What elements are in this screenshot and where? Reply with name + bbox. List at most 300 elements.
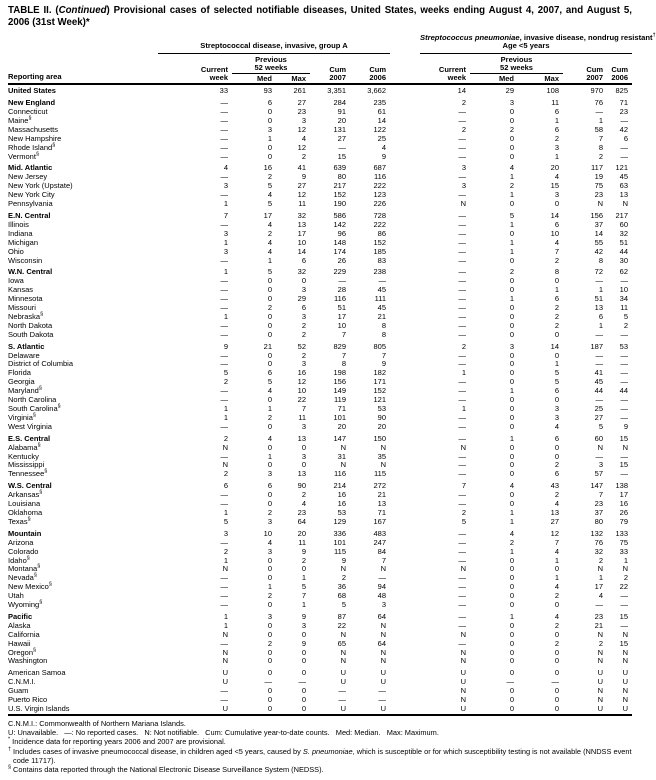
value-cell: N <box>460 647 467 657</box>
value-cell: 55 <box>594 237 604 247</box>
value-cell: 7 <box>554 537 560 547</box>
column-spacer <box>390 500 420 509</box>
value-cell: 9 <box>623 421 629 431</box>
value-cell: U <box>340 677 346 687</box>
value-cell: — <box>458 115 467 125</box>
value-cell: — <box>620 151 629 161</box>
column-spacer <box>390 191 420 200</box>
value-cell: 182 <box>373 368 387 378</box>
reporting-area-cell: Colorado <box>8 546 39 556</box>
reporting-area-cell: New Jersey <box>8 172 48 182</box>
value-cell: 133 <box>615 528 629 538</box>
value-cell: 32 <box>297 210 306 220</box>
reporting-area-cell: South Dakota <box>8 329 54 339</box>
reporting-area-cell: Ohio <box>8 246 24 256</box>
value-cell: 1 <box>223 267 228 277</box>
value-cell: 3 <box>554 190 560 200</box>
value-cell: 0 <box>554 276 560 286</box>
table-row <box>8 548 632 557</box>
value-cell: 2 <box>598 638 604 648</box>
value-cell: 5 <box>341 600 346 610</box>
value-cell: 4 <box>554 172 560 182</box>
value-cell: 27 <box>337 133 346 143</box>
column-spacer <box>390 378 420 387</box>
g1-previous-52-weeks-header <box>232 53 310 73</box>
value-cell: 1 <box>598 285 604 295</box>
value-cell: 1 <box>509 611 515 621</box>
value-cell: 0 <box>267 460 272 470</box>
value-cell: — <box>378 695 387 705</box>
value-cell: — <box>458 151 467 161</box>
value-cell: — <box>458 469 467 479</box>
value-cell: 1 <box>509 237 515 247</box>
column-spacer <box>390 705 420 715</box>
value-cell: 64 <box>377 611 387 621</box>
value-cell: — <box>620 404 629 413</box>
value-cell: 93 <box>232 84 276 96</box>
value-cell: — <box>458 294 467 304</box>
value-cell: — <box>458 528 467 538</box>
value-cell: 2 <box>554 620 560 630</box>
table-row <box>8 257 632 266</box>
value-cell: 0 <box>509 228 515 238</box>
reporting-area-cell: Maine§ <box>8 115 32 125</box>
value-cell: 4 <box>267 190 272 200</box>
table-row <box>8 622 632 631</box>
value-cell: — <box>220 294 228 304</box>
value-cell: 0 <box>509 656 515 666</box>
value-cell: 14 <box>297 246 306 256</box>
value-cell: 131 <box>333 124 346 134</box>
value-cell: 2 <box>341 573 346 583</box>
value-cell: 3,351 <box>310 84 350 96</box>
value-cell: 1 <box>554 115 560 125</box>
value-cell: 0 <box>509 377 515 387</box>
value-cell: 91 <box>337 107 346 116</box>
value-cell: 4 <box>301 133 306 143</box>
table-row <box>8 209 632 221</box>
value-cell: 2 <box>554 591 560 601</box>
value-cell: 30 <box>619 255 629 265</box>
value-cell: — <box>220 499 228 509</box>
table-row <box>8 539 632 548</box>
value-cell: — <box>458 219 467 229</box>
value-cell: N <box>622 695 629 705</box>
value-cell: — <box>506 677 515 687</box>
column-spacer <box>390 144 420 153</box>
value-cell: 0 <box>509 199 515 209</box>
value-cell: 0 <box>267 600 272 610</box>
footnote-legend: U: Unavailable. —: No reported cases. N: Not notifiable. Cum: Cumulative year-to-date counts. Med: Median. Max: Maximum. <box>8 728 439 738</box>
reporting-area-cell: E.S. Central <box>8 433 51 443</box>
value-cell: 152 <box>373 237 387 247</box>
column-spacer <box>390 182 420 191</box>
reporting-area-cell: North Carolina <box>8 395 57 405</box>
value-cell: 0 <box>554 442 560 452</box>
group-gap-header <box>390 34 420 84</box>
value-cell: 0 <box>509 620 515 630</box>
value-cell: 34 <box>619 294 629 304</box>
value-cell: 2 <box>267 638 272 648</box>
value-cell: 0 <box>301 704 306 713</box>
value-cell: 43 <box>550 481 560 491</box>
value-cell: 129 <box>333 516 346 526</box>
reporting-area-cell: Virginia§ <box>8 412 36 422</box>
value-cell: — <box>220 573 228 583</box>
value-cell: 12 <box>297 377 306 387</box>
value-cell: 53 <box>619 341 629 351</box>
value-cell: 10 <box>550 228 560 238</box>
value-cell: 1 <box>554 285 560 295</box>
value-cell: 21 <box>263 341 272 351</box>
value-cell: 7 <box>341 329 346 339</box>
value-cell: 2 <box>461 341 467 351</box>
value-cell: 1 <box>554 555 560 565</box>
value-cell: 27 <box>594 412 604 422</box>
value-cell: 7 <box>301 591 306 601</box>
value-cell: 9 <box>301 638 306 648</box>
reporting-area-cell: Alaska <box>8 620 31 630</box>
value-cell: — <box>458 386 467 396</box>
value-cell: 2 <box>554 320 560 330</box>
week-label: week <box>209 73 228 83</box>
value-cell: — <box>620 469 629 479</box>
column-spacer <box>390 331 420 340</box>
g2-cum-2006-header <box>607 53 632 84</box>
value-cell: — <box>458 350 467 360</box>
value-cell: 0 <box>267 294 272 304</box>
reporting-area-cell: Mid. Atlantic <box>8 163 53 173</box>
value-cell: 1 <box>509 172 515 182</box>
value-cell: N <box>460 629 467 639</box>
value-cell: 4 <box>554 582 560 592</box>
value-cell: 87 <box>337 611 346 621</box>
value-cell: 33 <box>158 84 232 96</box>
value-cell: — <box>458 267 467 277</box>
table-row <box>8 470 632 479</box>
value-cell: — <box>220 285 228 295</box>
value-cell: 3 <box>461 163 467 173</box>
value-cell: 4 <box>267 433 272 443</box>
value-cell: N <box>340 460 346 470</box>
value-cell: — <box>458 377 467 387</box>
value-cell: 2 <box>554 255 560 265</box>
value-cell: 1 <box>461 404 467 413</box>
value-cell: — <box>458 303 467 313</box>
value-cell: 10 <box>297 237 306 247</box>
g1-med-header: Med <box>257 73 272 83</box>
value-cell: 12 <box>297 124 306 134</box>
value-cell: — <box>458 460 467 470</box>
value-cell: 64 <box>377 638 387 648</box>
value-cell: 6 <box>267 481 272 491</box>
previous-label: Previous <box>255 54 287 64</box>
table-row <box>8 230 632 239</box>
value-cell: 5 <box>554 368 560 378</box>
value-cell: 80 <box>337 172 346 182</box>
reporting-area-cell: West Virginia <box>8 421 52 431</box>
value-cell: 116 <box>374 172 387 182</box>
value-cell: 1 <box>267 582 272 592</box>
value-cell: 0 <box>267 555 272 565</box>
footnote-marker: § <box>32 412 36 419</box>
value-cell: 2 <box>554 460 560 470</box>
value-cell: 2 <box>223 469 228 479</box>
reporting-area-cell: Michigan <box>8 237 39 247</box>
value-cell: 6 <box>301 255 306 265</box>
value-cell: 2 <box>267 591 272 601</box>
value-cell: 22 <box>297 395 306 405</box>
column-spacer <box>390 200 420 209</box>
value-cell: 8 <box>341 359 346 369</box>
column-spacer <box>390 405 420 414</box>
value-cell: 4 <box>554 237 560 247</box>
footnote-marker: § <box>28 115 32 122</box>
value-cell: 13 <box>297 219 306 229</box>
value-cell: 3 <box>301 285 306 295</box>
value-cell: 5 <box>267 199 272 209</box>
reporting-area-cell: United States <box>8 84 158 96</box>
value-cell: 3 <box>509 341 515 351</box>
reporting-area-cell: Nebraska§ <box>8 311 44 321</box>
value-cell: U <box>340 668 346 678</box>
g1-cum-2006-header <box>350 53 390 84</box>
value-cell: 6 <box>554 294 560 304</box>
value-cell: — <box>458 582 467 592</box>
table-row <box>8 583 632 592</box>
value-cell: 6 <box>554 469 560 479</box>
value-cell: U <box>622 704 629 713</box>
footnote-section: § Contains data reported through the National Electronic Disease Surveillance System (NEDSS). <box>8 764 324 774</box>
value-cell: — <box>458 228 467 238</box>
value-cell: 1 <box>267 451 272 461</box>
value-cell: 6 <box>554 107 560 116</box>
value-cell: — <box>220 142 228 152</box>
value-cell: 42 <box>594 246 604 256</box>
value-cell: 187 <box>590 341 604 351</box>
value-cell: 235 <box>373 98 387 108</box>
value-cell: 62 <box>619 267 629 277</box>
value-cell: 2 <box>623 573 629 583</box>
value-cell: 51 <box>594 294 604 304</box>
value-cell: 7 <box>301 404 306 413</box>
value-cell: 217 <box>333 181 346 191</box>
value-cell: 71 <box>619 98 629 108</box>
value-cell: 142 <box>333 219 346 229</box>
value-cell: — <box>458 490 467 500</box>
value-cell: 1 <box>598 320 604 330</box>
value-cell: 9 <box>301 546 306 556</box>
value-cell: 29 <box>470 84 518 96</box>
value-cell: 829 <box>333 341 346 351</box>
value-cell: 7 <box>598 133 604 143</box>
value-cell: 23 <box>297 507 306 517</box>
value-cell: 0 <box>554 656 560 666</box>
value-cell: 1 <box>509 219 515 229</box>
value-cell: 20 <box>297 528 306 538</box>
table-row <box>8 153 632 162</box>
value-cell: 1 <box>267 255 272 265</box>
reporting-area-cell: Indiana <box>8 228 33 238</box>
value-cell: 3,662 <box>350 84 390 96</box>
table-row <box>8 161 632 173</box>
value-cell: 2 <box>301 320 306 330</box>
value-cell: — <box>595 451 604 461</box>
value-cell: 0 <box>509 142 515 152</box>
value-cell: 0 <box>509 555 515 565</box>
g1-current-week-header <box>158 53 232 84</box>
value-cell: — <box>620 377 629 387</box>
value-cell: N <box>340 629 346 639</box>
column-spacer <box>390 239 420 248</box>
reporting-area-cell: Vermont§ <box>8 151 39 161</box>
group1-header <box>158 34 390 53</box>
value-cell: N <box>597 686 604 696</box>
value-cell: 2 <box>554 638 560 648</box>
value-cell: N <box>222 647 228 657</box>
value-cell: N <box>222 564 228 574</box>
value-cell: 2 <box>301 555 306 565</box>
value-cell: 1 <box>223 404 228 413</box>
column-spacer <box>390 153 420 162</box>
value-cell: 238 <box>373 267 387 277</box>
value-cell: — <box>220 686 228 696</box>
value-cell: U <box>460 677 467 687</box>
value-cell: 4 <box>509 481 515 491</box>
value-cell: — <box>458 172 467 182</box>
footnote-marker: § <box>57 403 61 410</box>
value-cell: 4 <box>554 421 560 431</box>
value-cell: U <box>340 704 346 713</box>
value-cell: 6 <box>554 124 560 134</box>
value-cell: — <box>458 573 467 583</box>
table-row <box>8 592 632 601</box>
reporting-area-cell: Wyoming§ <box>8 599 43 610</box>
value-cell: 3 <box>223 528 228 538</box>
value-cell: 94 <box>377 582 387 592</box>
value-cell: 150 <box>373 433 387 443</box>
value-cell: 21 <box>377 311 387 321</box>
value-cell: — <box>458 107 467 116</box>
value-cell: 2 <box>509 267 515 277</box>
table-title: TABLE II. (Continued) Provisional cases of selected notifiable diseases, United States, weeks ending August 4, 2007, and August 5, 2006 (31st Week)* <box>8 5 632 29</box>
column-spacer <box>390 96 420 108</box>
value-cell: 185 <box>373 246 387 256</box>
value-cell: — <box>620 620 629 630</box>
value-cell: 1 <box>223 199 228 209</box>
table-row <box>8 649 632 658</box>
value-cell: 1 <box>554 359 560 369</box>
value-cell: 52 <box>297 341 306 351</box>
value-cell: 148 <box>333 237 346 247</box>
value-cell: 0 <box>301 686 306 696</box>
reporting-area-cell: Mississippi <box>8 460 45 470</box>
value-cell: U <box>622 668 629 678</box>
reporting-area-cell: New York (Upstate) <box>8 181 73 191</box>
value-cell: 116 <box>334 469 346 479</box>
reporting-area-cell: U.S. Virgin Islands <box>8 704 70 713</box>
value-cell: N <box>622 564 629 574</box>
value-cell: N <box>340 442 346 452</box>
value-cell: N <box>597 629 604 639</box>
value-cell: 13 <box>377 499 387 509</box>
value-cell: 16 <box>619 499 629 509</box>
table-row <box>8 565 632 574</box>
value-cell: — <box>220 638 228 648</box>
value-cell: — <box>220 107 228 116</box>
value-cell: 8 <box>598 142 604 152</box>
value-cell: 41 <box>297 163 306 173</box>
value-cell: 25 <box>377 133 387 143</box>
column-spacer <box>390 108 420 117</box>
table-row <box>8 640 632 649</box>
table-row <box>8 84 632 96</box>
value-cell: 4 <box>381 142 387 152</box>
g2-previous-52-weeks-header <box>470 53 563 73</box>
table-row <box>8 108 632 117</box>
table-row <box>8 144 632 153</box>
reporting-area-cell: American Samoa <box>8 668 66 678</box>
value-cell: 222 <box>373 219 387 229</box>
value-cell: 4 <box>554 546 560 556</box>
value-cell: 0 <box>554 451 560 461</box>
value-cell: 2 <box>461 507 467 517</box>
value-cell: — <box>595 329 604 339</box>
value-cell: 65 <box>337 638 346 648</box>
reporting-area-cell: Minnesota <box>8 294 43 304</box>
value-cell: 132 <box>590 528 604 538</box>
table-row <box>8 423 632 432</box>
value-cell: 8 <box>381 320 387 330</box>
reporting-area-cell: Georgia <box>8 377 35 387</box>
value-cell: 0 <box>554 564 560 574</box>
reporting-area-cell: Maryland§ <box>8 385 42 396</box>
table-row <box>8 322 632 331</box>
value-cell: — <box>378 686 387 696</box>
value-cell: 13 <box>594 303 604 313</box>
reporting-area-cell: New Mexico§ <box>8 581 52 592</box>
value-cell: 9 <box>381 151 387 161</box>
value-cell: 2 <box>223 377 228 387</box>
column-spacer <box>390 574 420 583</box>
footnote-marker: § <box>39 489 43 496</box>
value-cell: 3 <box>267 611 272 621</box>
value-cell: 0 <box>267 115 272 125</box>
group2-header <box>420 32 656 53</box>
value-cell: 0 <box>267 647 272 657</box>
value-cell: 970 <box>563 84 607 96</box>
column-spacer <box>390 453 420 462</box>
value-cell: 0 <box>267 285 272 295</box>
value-cell: 6 <box>267 368 272 378</box>
table-body <box>8 84 632 715</box>
value-cell: 0 <box>554 686 560 696</box>
value-cell: 42 <box>619 124 629 134</box>
value-cell: 149 <box>333 386 346 396</box>
value-cell: — <box>458 142 467 152</box>
value-cell: 51 <box>619 237 629 247</box>
value-cell: 75 <box>619 537 629 547</box>
column-spacer <box>390 360 420 369</box>
value-cell: 3 <box>301 311 306 321</box>
value-cell: 61 <box>377 107 387 116</box>
table-row <box>8 295 632 304</box>
value-cell: — <box>458 451 467 461</box>
value-cell: 9 <box>301 172 306 182</box>
g2-max-header: Max <box>544 73 560 83</box>
value-cell: 805 <box>373 341 387 351</box>
value-cell: 5 <box>267 377 272 387</box>
